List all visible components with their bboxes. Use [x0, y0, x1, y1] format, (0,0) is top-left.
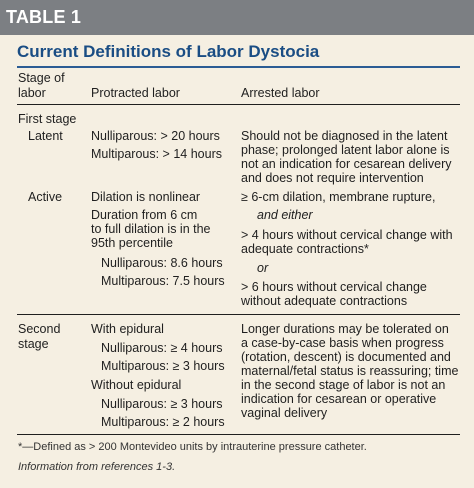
column-header-protracted: Protracted labor — [91, 86, 180, 100]
active-protracted-line: Dilation is nonlinear — [91, 190, 201, 204]
active-arrested-connector: and either — [257, 208, 313, 222]
header-rule — [17, 104, 460, 105]
table-panel — [0, 35, 474, 488]
second-stage-arrested-line: a case-by-case basis when progress — [241, 336, 444, 350]
second-stage-arrested-line: indication for cesarean or operative — [241, 392, 437, 406]
column-header-arrested: Arrested labor — [241, 86, 320, 100]
active-arrested-line: without adequate contractions — [241, 294, 408, 308]
active-arrested-line: adequate contractions* — [241, 242, 369, 256]
second-stage-arrested-line: Longer durations may be tolerated on — [241, 322, 449, 336]
column-header-stage-line1: Stage of — [18, 71, 65, 85]
latent-arrested-line: and does not require intervention — [241, 171, 424, 185]
active-protracted-line: Nulliparous: 8.6 hours — [101, 256, 223, 270]
second-stage-protracted-line: With epidural — [91, 322, 164, 336]
latent-label: Latent — [28, 129, 63, 143]
active-arrested-connector: or — [257, 261, 269, 275]
second-stage-label-line1: Second — [18, 322, 61, 336]
second-stage-protracted-line: Multiparous: ≥ 2 hours — [101, 415, 225, 429]
second-stage-protracted-line: Nulliparous: ≥ 3 hours — [101, 397, 223, 411]
latent-arrested-line: not an indication for cesarean delivery — [241, 157, 452, 171]
active-arrested-line: > 6 hours without cervical change — [241, 280, 427, 294]
second-stage-protracted-line: Multiparous: ≥ 3 hours — [101, 359, 225, 373]
footer-rule — [17, 434, 460, 435]
second-stage-arrested-line: maternal/fetal status is reassuring; time — [241, 364, 459, 378]
second-stage-arrested-line: vaginal delivery — [241, 406, 328, 420]
latent-protracted-line: Nulliparous: > 20 hours — [91, 129, 220, 143]
table-title: Current Definitions of Labor Dystocia — [17, 42, 320, 61]
active-protracted-line: Duration from 6 cm — [91, 208, 198, 222]
second-stage-protracted-line: Without epidural — [91, 378, 182, 392]
footnote-source: Information from references 1-3. — [18, 461, 176, 473]
table-label: TABLE 1 — [6, 7, 82, 27]
second-stage-arrested-line: in the second stage of labor is not an — [241, 378, 446, 392]
active-arrested-line: ≥ 6-cm dilation, membrane rupture, — [241, 190, 436, 204]
column-header-stage-line2: labor — [18, 86, 46, 100]
footnote-definition: *—Defined as > 200 Montevideo units by intrauterine pressure catheter. — [18, 441, 367, 453]
active-label: Active — [28, 190, 63, 204]
latent-arrested-line: phase; prolonged latent labor alone is — [241, 143, 450, 157]
second-stage-arrested-line: (rotation, descent) is documented and — [241, 350, 451, 364]
active-protracted-line: 95th percentile — [91, 236, 174, 250]
title-rule — [17, 66, 460, 68]
first-stage-heading: First stage — [18, 112, 77, 126]
latent-protracted-line: Multiparous: > 14 hours — [91, 147, 222, 161]
active-protracted-line: to full dilation is in the — [91, 222, 211, 236]
second-stage-label-line2: stage — [18, 337, 49, 351]
active-protracted-line: Multiparous: 7.5 hours — [101, 274, 225, 288]
active-arrested-line: > 4 hours without cervical change with — [241, 228, 453, 242]
second-stage-protracted-line: Nulliparous: ≥ 4 hours — [101, 341, 223, 355]
section-rule — [17, 314, 460, 315]
latent-arrested-line: Should not be diagnosed in the latent — [241, 129, 448, 143]
